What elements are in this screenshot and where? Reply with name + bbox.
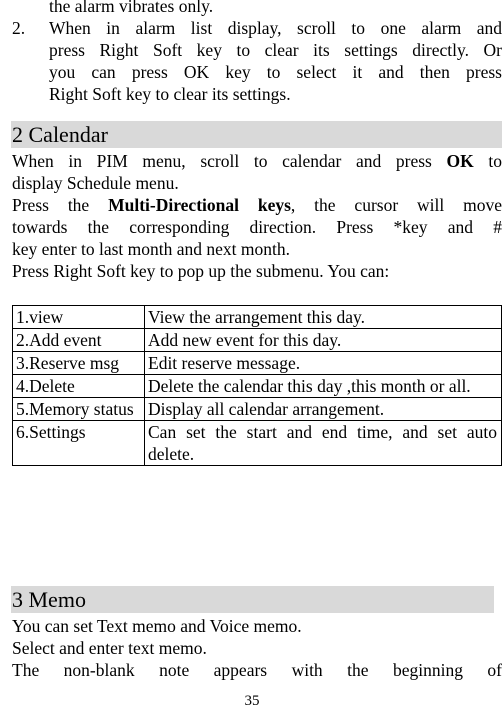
calendar-p1-line-2: display Schedule menu.: [12, 173, 179, 193]
table-row: [13, 375, 502, 398]
section-heading-calendar: 2 Calendar: [11, 121, 502, 148]
table-row: [13, 352, 502, 375]
step2-line-3: you can press OK key to select it and then press: [49, 62, 502, 82]
memo-paragraph: [12, 615, 502, 681]
option-name: 1.view: [13, 306, 145, 329]
section-heading-memo: 3 Memo: [11, 586, 494, 613]
option-description: Display all calendar arrangement.: [145, 398, 502, 421]
page-number: 35: [244, 693, 260, 709]
list-text: [49, 17, 502, 105]
ok-key-label: OK: [446, 151, 474, 171]
option-description: Add new event for this day.: [145, 329, 502, 352]
step2-line-2: press Right Soft key to clear its settings directly. Or: [49, 40, 502, 60]
calendar-submenu-table: [12, 305, 502, 466]
calendar-paragraph-3: [12, 260, 502, 282]
option-name: 2.Add event: [13, 329, 145, 352]
option-name: 3.Reserve msg: [13, 352, 145, 375]
calendar-p2-line-1: Press the Multi-Directional keys, the cursor will move: [12, 195, 503, 215]
memo-line-2: Select and enter text memo.: [12, 638, 207, 658]
memo-line-3: The non-blank note appears with the beginning of: [12, 660, 502, 680]
memo-line-1: You can set Text memo and Voice memo.: [12, 616, 302, 636]
continued-text: the alarm vibrates only.: [49, 0, 214, 16]
calendar-p3-line: Press Right Soft key to pop up the submenu. You can:: [12, 261, 390, 281]
multi-directional-keys-label: Multi-Directional keys: [108, 195, 291, 215]
option-description: View the arrangement this day.: [145, 306, 502, 329]
option-description: Delete the calendar this day ,this month or all.: [145, 375, 502, 398]
step2-line-1: When in alarm list display, scroll to one alarm and: [49, 18, 502, 38]
option-description: Can set the start and end time, and set auto delete.: [145, 421, 502, 466]
option-description: Edit reserve message.: [145, 352, 502, 375]
step2-line-4: Right Soft key to clear its settings.: [49, 84, 291, 104]
calendar-p2-line-2: towards the corresponding direction. Press *key and #: [12, 217, 502, 237]
table-row: [13, 398, 502, 421]
calendar-p1-line-1: When in PIM menu, scroll to calendar and press OK to: [12, 151, 502, 171]
option-name: 4.Delete: [13, 375, 145, 398]
table-row: [13, 421, 502, 466]
calendar-p2-line-3: key enter to last month and next month.: [12, 239, 291, 259]
table-row: [13, 329, 502, 352]
calendar-paragraph-2: [12, 194, 502, 260]
table-row: [13, 306, 502, 329]
option-name: 6.Settings: [13, 421, 145, 466]
calendar-paragraph-1: [12, 150, 502, 194]
list-number: 2.: [12, 18, 26, 38]
option-name: 5.Memory status: [13, 398, 145, 421]
